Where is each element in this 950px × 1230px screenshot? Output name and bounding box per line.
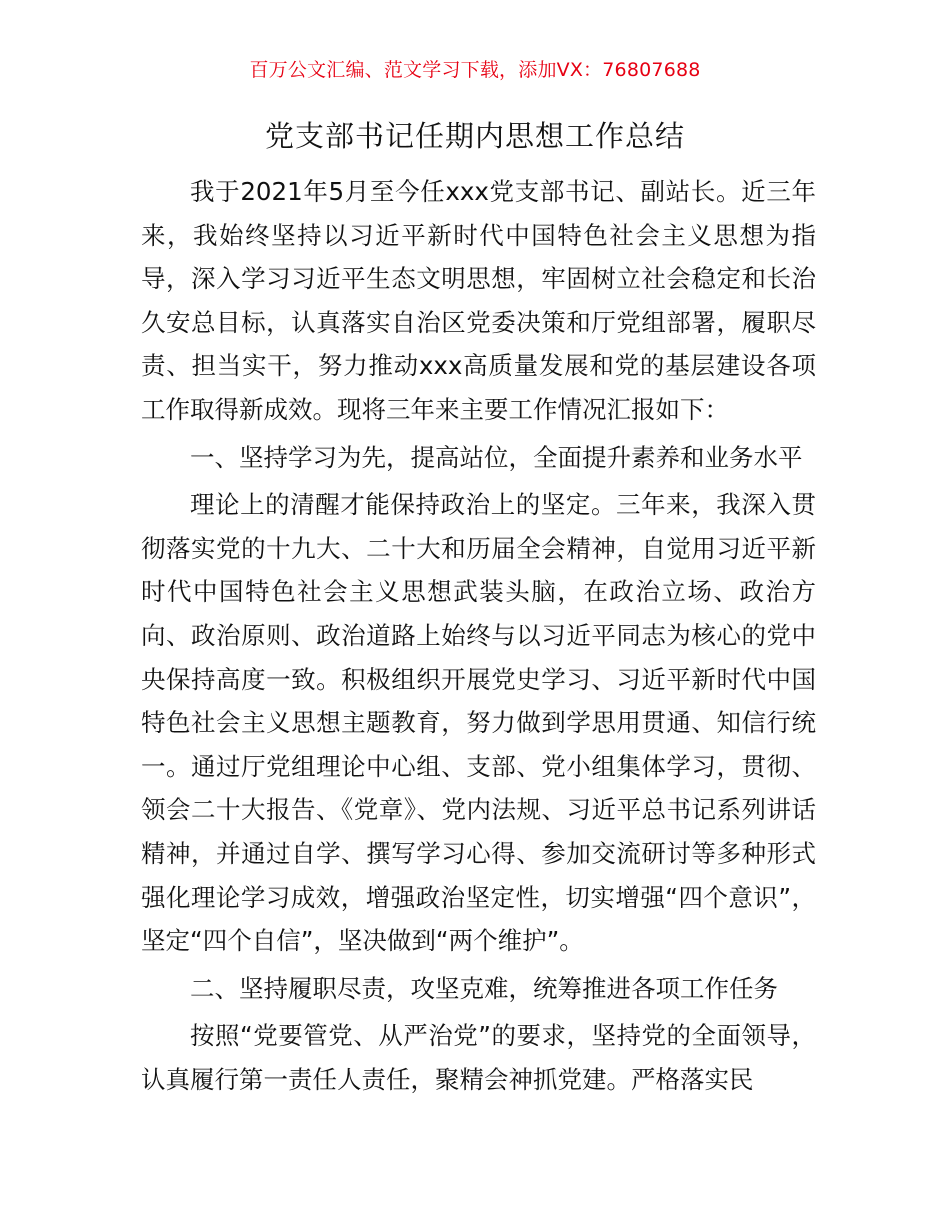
- header-watermark-note: 百万公文汇编、范文学习下载，添加VX：76807688: [249, 59, 701, 81]
- section-2-paragraph: 按照“党要管党、从严治党”的要求，坚持党的全面领导，认真履行第一责任人责任，聚精会神抓党建。严格落实民: [141, 1021, 816, 1094]
- page-title: 党支部书记任期内思想工作总结: [264, 119, 685, 153]
- section-2-heading: 二、坚持履职尽责，攻坚克难，统筹推进各项工作任务: [190, 973, 778, 1003]
- intro-paragraph: 我于2021年5月至今任xxx党支部书记、副站长。近三年来，我始终坚持以习近平新时代中国特色社会主义思想为指导，深入学习习近平生态文明思想，牢固树立社会稳定和长治久安总目标，认真落实自治区党委决策和厅党组部署，履职尽责、担当实干，努力推动xxx高质量发展和党的基层建设各项工作取得新成效。现将三年来主要工作情况汇报如下：: [141, 177, 816, 424]
- section-1-paragraph: 理论上的清醒才能保持政治上的坚定。三年来，我深入贯彻落实党的十九大、二十大和历届全会精神，自觉用习近平新时代中国特色社会主义思想武装头脑，在政治立场、政治方向、政治原则、政治道路上始终与以习近平同志为核心的党中央保持高度一致。积极组织开展党史学习、习近平新时代中国特色社会主义思想主题教育，努力做到学思用贯通、知信行统一。通过厅党组理论中心组、支部、党小组集体学习，贯彻、领会二十大报告、《党章》、党内法规、习近平总书记系列讲话精神，并通过自学、撰写学习心得、参加交流研讨等多种形式强化理论学习成效，增强政治坚定性，切实增强“四个意识”，坚定“四个自信”，坚决做到“两个维护”。: [141, 490, 816, 956]
- section-1-heading: 一、坚持学习为先，提高站位，全面提升素养和业务水平: [190, 442, 803, 472]
- document-body: [141, 170, 816, 1101]
